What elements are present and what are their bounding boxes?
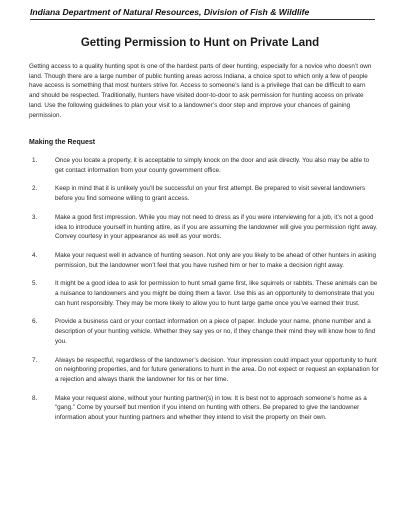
step-number: 4. (32, 251, 38, 259)
step-text: Keep in mind that it is unlikely you’ll be successful on your first attempt. Be prepared to visit several landowners before you find someone willing to grant access. (55, 185, 366, 203)
list-item (29, 279, 379, 308)
list-item (29, 317, 379, 346)
steps-list (29, 156, 379, 432)
step-number: 7. (32, 356, 38, 364)
section-heading: Making the Request (29, 139, 96, 146)
step-number: 1. (32, 157, 38, 164)
list-item (29, 184, 379, 203)
step-text: Make your request well in advance of hunting season. Not only are you likely to be ahead of other hunters in asking permission, but the landowner won’t feel that you have rushed him or her to make a decision right away. (55, 251, 376, 269)
list-item (29, 356, 379, 385)
list-item (29, 251, 379, 270)
step-text: Once you locate a property, it is acceptable to simply knock on the door and ask directly. You also may be able to get contact information from your county government office. (55, 157, 370, 174)
list-item (29, 213, 379, 242)
agency-header: Indiana Department of Natural Resources, Division of Fish & Wildlife (30, 7, 375, 20)
step-text: Make a good first impression. While you may not need to dress as if you were interviewing for a job, it’s not a good idea to introduce yourself in hunting attire, as if you are assuming the landowner will give you permission right away. Convey courtesy in your appearance as well as your words. (55, 213, 378, 241)
list-item (29, 156, 379, 175)
intro-paragraph: Getting access to a quality hunting spot is one of the hardest parts of deer hunting, especially for a novice who doesn’t own land. Though there are a large number of public hunting areas across Indiana, a choice spot to which only a few of people have access is something that most hunters strive for. Access to someone’s land is a privilege that can be difficult to earn and should be respected. Traditionally, hunters have visited door-to-door to ask permission for hunting access on private land. Use the following guidelines to plan your visit to a landowner’s door step and improve your chances of gaining permission. (29, 63, 372, 119)
step-text: Make your request alone, without your hunting partner(s) in tow. It is best not to approach someone’s home as a “gang.” Come by yourself but mention if you intend on hunting with others. Be prepared to give the landowner information about your hunting partners and whether they intend to visit the property on their own. (55, 394, 367, 422)
step-text: Provide a business card or your contact information on a piece of paper. Include your name, phone number and a description of your hunting vehicle. Whether they say yes or no, if they change their mind they will know how to find you. (55, 318, 376, 345)
step-number: 6. (32, 318, 38, 326)
list-item (29, 394, 379, 423)
page-title: Getting Permission to Hunt on Private Land (80, 37, 320, 49)
step-text: It might be a good idea to ask for permission to hunt small game first, like squirrels or rabbits. These animals can be a nuisance to landowners and you might be doing them a favor. Use this as an opportunity to demonstrate that you can hunt responsibly. They may be more likely to allow you to hunt large game once you’ve earned their trust. (55, 280, 378, 307)
step-number: 3. (32, 213, 38, 221)
step-number: 2. (32, 185, 38, 193)
step-number: 5. (32, 280, 38, 288)
step-text: Always be respectful, regardless of the landowner’s decision. Your impression could impact your opportunity to hunt on neighboring properties, and for future generations to hunt in the area. Do not expect or request an explanation for a rejection and always thank the landowner for his or her time. (55, 356, 379, 383)
step-number: 8. (32, 394, 38, 402)
